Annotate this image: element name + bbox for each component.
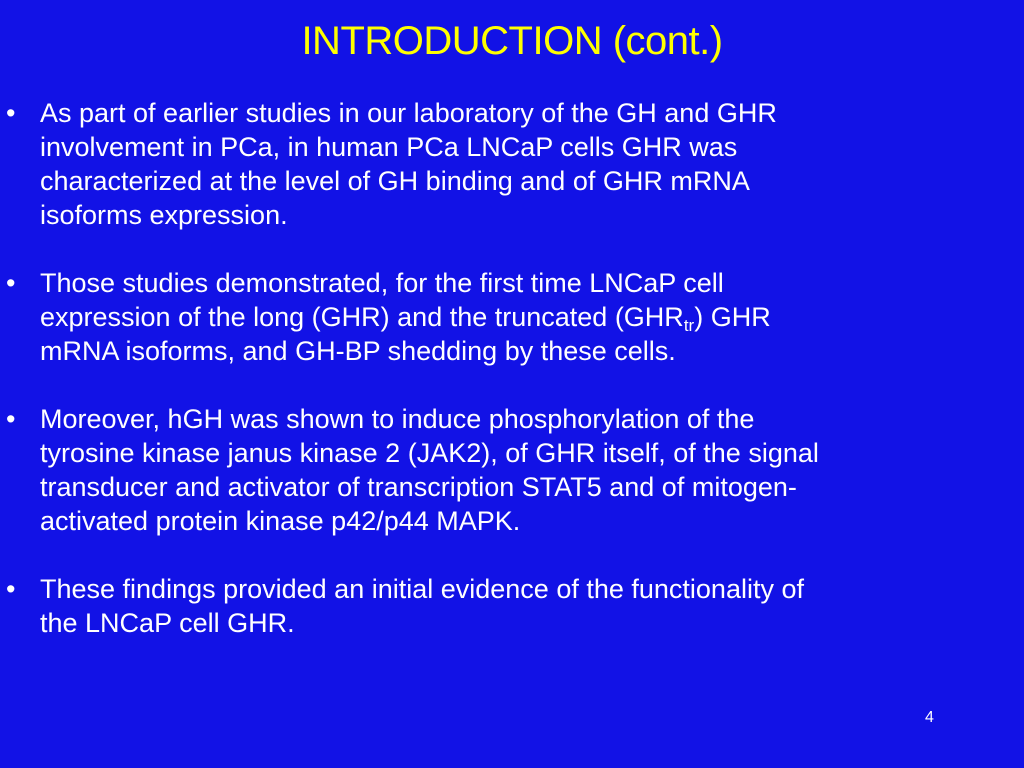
bullet-icon: • [6, 98, 16, 128]
bullet-icon: • [6, 574, 16, 604]
bullet-text-line: involvement in PCa, in human PCa LNCaP cells GHR was [40, 132, 738, 162]
bullet-text-line: transducer and activator of transcription STAT5 and of mitogen- [40, 472, 797, 502]
bullet-list [0, 96, 1024, 674]
bullet-item [0, 572, 1024, 640]
page-number: 4 [925, 709, 934, 726]
bullet-item [0, 96, 1024, 232]
bullet-icon: • [6, 404, 16, 434]
slide-title: INTRODUCTION (cont.) [301, 19, 723, 63]
bullet-text-line: Those studies demonstrated, for the first time LNCaP cell [40, 268, 724, 298]
bullet-text-line: characterized at the level of GH binding and of GHR mRNA [40, 166, 750, 196]
bullet-text-line: isoforms expression. [40, 200, 288, 230]
bullet-text-line: the LNCaP cell GHR. [40, 608, 295, 638]
bullet-text-line: Moreover, hGH was shown to induce phosphorylation of the [40, 404, 755, 434]
bullet-text-line: As part of earlier studies in our laboratory of the GH and GHR [40, 98, 777, 128]
bullet-text-line [40, 300, 1024, 334]
bullet-text-segment: ) GHR [694, 302, 771, 332]
bullet-text-line: These findings provided an initial evidence of the functionality of [40, 574, 804, 604]
bullet-text-line: tyrosine kinase janus kinase 2 (JAK2), of GHR itself, of the signal [40, 438, 819, 468]
bullet-text-line: mRNA isoforms, and GH-BP shedding by these cells. [40, 336, 676, 366]
bullet-item [0, 402, 1024, 538]
bullet-icon: • [6, 268, 16, 298]
bullet-text-line: activated protein kinase p42/p44 MAPK. [40, 506, 521, 536]
subscript-text: tr [683, 316, 695, 335]
bullet-text-segment: expression of the long (GHR) and the truncated (GHR [40, 302, 684, 332]
bullet-item [0, 266, 1024, 368]
